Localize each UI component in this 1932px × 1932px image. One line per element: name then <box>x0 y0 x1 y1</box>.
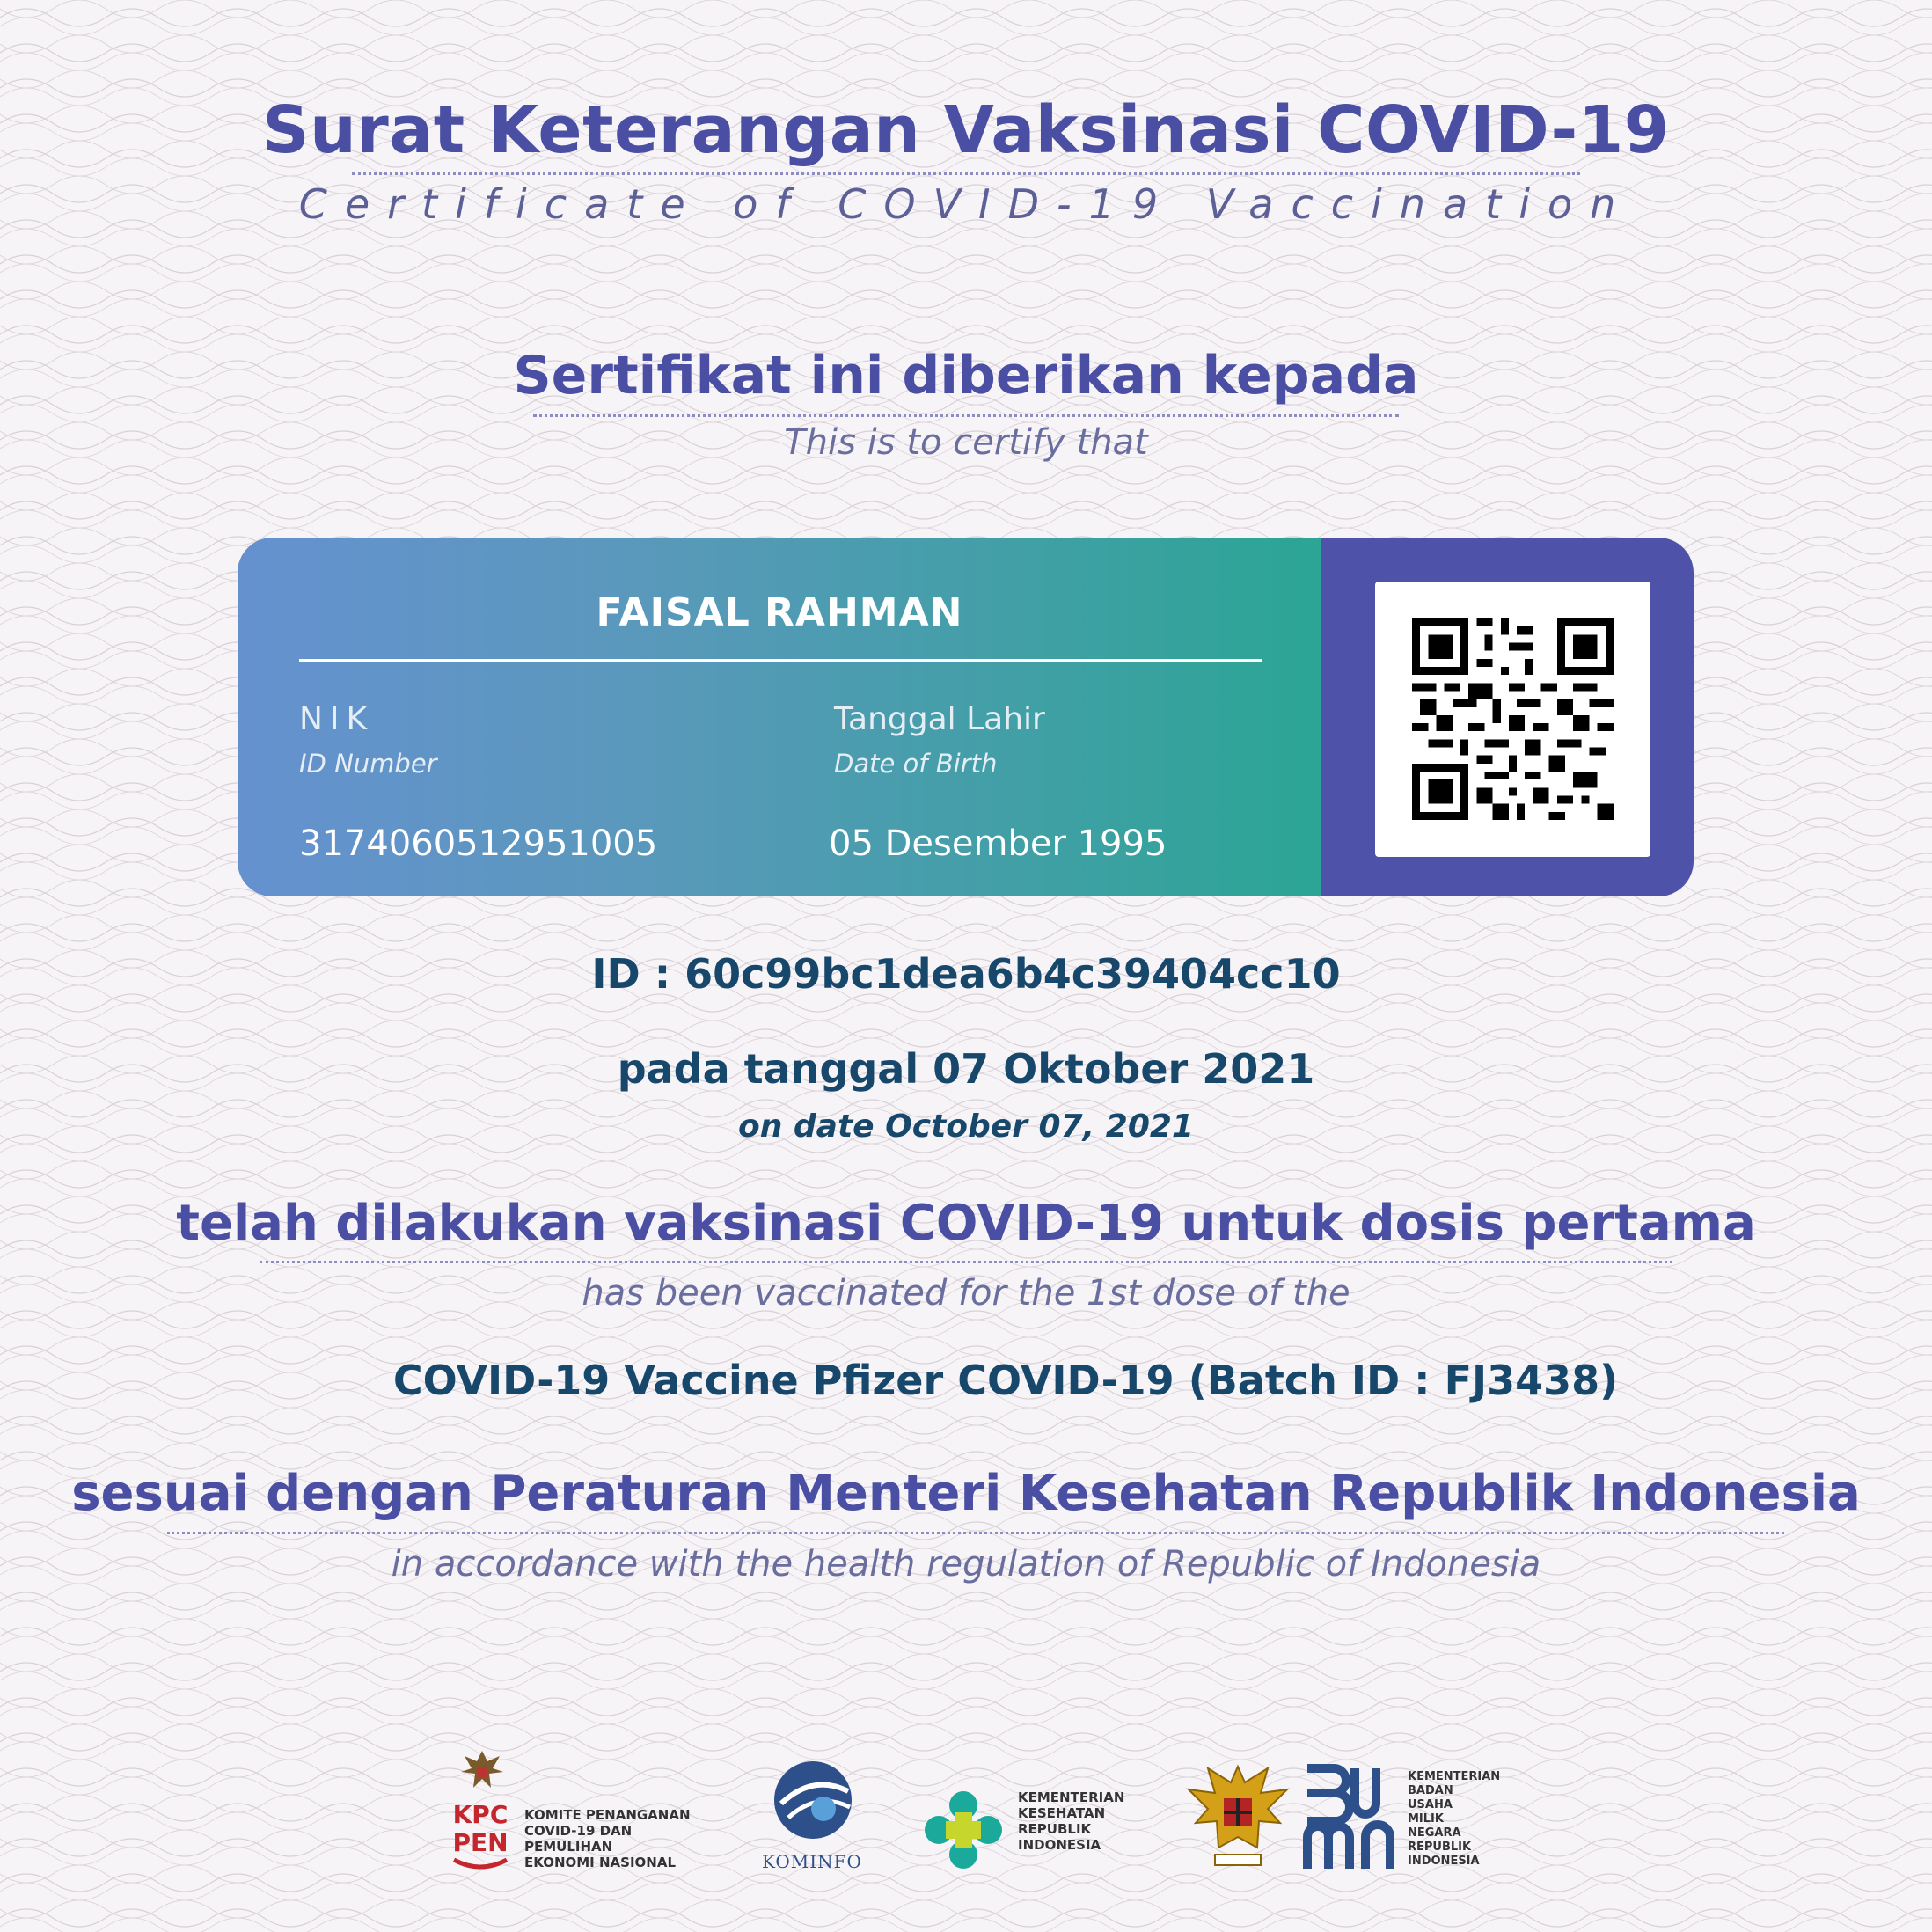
regulation-english: in accordance with the health regulation of Republic of Indonesia <box>391 1544 1541 1584</box>
holder-card <box>238 538 1694 896</box>
nik-value: 3174060512951005 <box>299 823 658 864</box>
vaccination-underline <box>260 1261 1672 1263</box>
holder-name: FAISAL RAHMAN <box>596 590 963 635</box>
vaccination-date-english: on date October 07, 2021 <box>738 1109 1194 1145</box>
title-underline <box>352 172 1580 175</box>
certificate-id: ID : 60c99bc1dea6b4c39404cc10 <box>591 950 1341 998</box>
kemenkes-text: KEMENTERIAN KESEHATAN REPUBLIK INDONESIA <box>1018 1789 1125 1853</box>
kemenkes-icon <box>919 1786 1007 1874</box>
regulation-underline <box>167 1532 1784 1534</box>
vaccination-date-indonesian: pada tanggal 07 Oktober 2021 <box>617 1045 1315 1093</box>
vaccination-statement-english: has been vaccinated for the 1st dose of the <box>582 1273 1350 1314</box>
qr-code <box>1375 582 1650 857</box>
certify-english: This is to certify that <box>784 422 1148 463</box>
dob-value: 05 Desember 1995 <box>829 823 1167 864</box>
title-english: Certificate of COVID-19 Vaccination <box>298 180 1634 228</box>
qr-code-icon <box>1412 618 1614 820</box>
kominfo-icon <box>769 1756 857 1844</box>
title-indonesian: Surat Keterangan Vaksinasi COVID-19 <box>262 92 1670 168</box>
kpcpen-mark-icon <box>449 1795 512 1874</box>
dob-label: Tanggal Lahir <box>834 701 1045 737</box>
garuda-logo <box>1183 1760 1293 1874</box>
nik-label: NIK <box>299 701 375 737</box>
name-divider <box>299 659 1262 662</box>
bumn-text: KEMENTERIAN BADAN USAHA MILIK NEGARA REPUBLIK INDONESIA <box>1408 1770 1501 1868</box>
kpcpen-mark-top: KPC <box>452 1800 509 1829</box>
nik-sublabel: ID Number <box>299 749 437 779</box>
regulation-indonesian: sesuai dengan Peraturan Menteri Kesehatan Republik Indonesia <box>71 1465 1861 1522</box>
bumn-logo <box>1302 1761 1501 1876</box>
kpcpen-text: KOMITE PENANGANAN COVID-19 DAN PEMULIHAN EKONOMI NASIONAL <box>524 1807 691 1870</box>
kominfo-logo <box>758 1756 873 1879</box>
kemenkes-logo <box>919 1786 1125 1874</box>
kpcpen-logo <box>449 1744 713 1876</box>
garuda-pancasila-icon <box>1183 1760 1293 1874</box>
certify-underline <box>533 414 1399 417</box>
vaccination-statement-indonesian: telah dilakukan vaksinasi COVID-19 untuk dosis pertama <box>176 1195 1756 1252</box>
kominfo-text: KOMINFO <box>762 1851 862 1872</box>
certify-indonesian: Sertifikat ini diberikan kepada <box>513 345 1419 406</box>
vaccine-batch: COVID-19 Vaccine Pfizer COVID-19 (Batch ID : FJ3438) <box>392 1357 1619 1404</box>
bumn-icon <box>1302 1761 1408 1876</box>
dob-sublabel: Date of Birth <box>834 749 998 779</box>
kpcpen-mark-bottom: PEN <box>452 1828 509 1857</box>
holder-info-panel <box>238 538 1321 896</box>
garuda-small-icon <box>456 1744 509 1797</box>
